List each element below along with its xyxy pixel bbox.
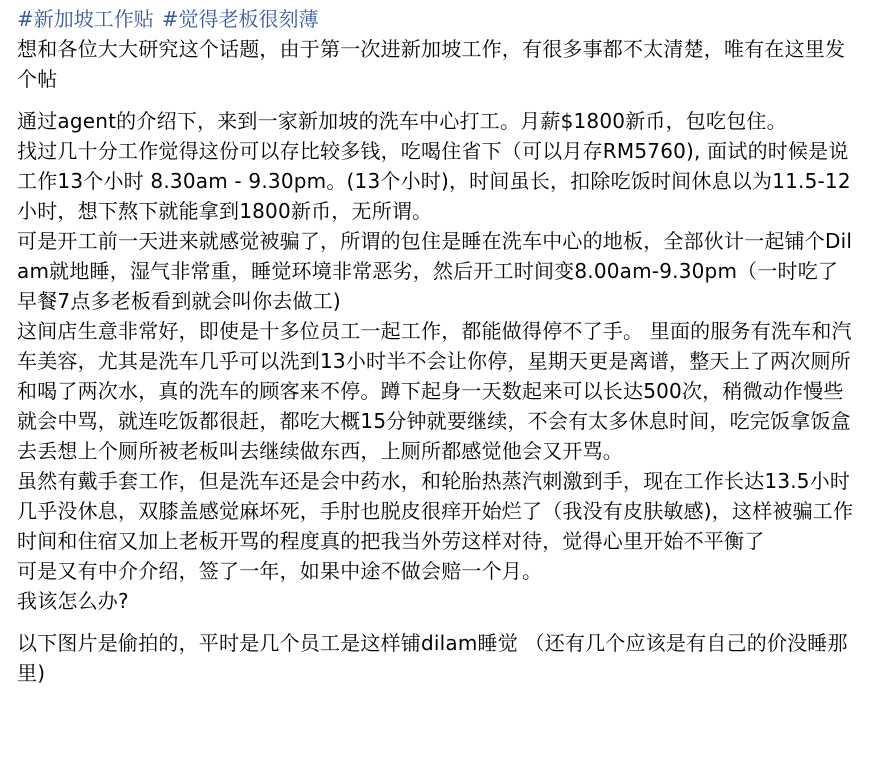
hashtag-singapore-work[interactable]: #新加坡工作贴 <box>17 7 154 31</box>
post-paragraph-deceived: 可是开工前一天进来就感觉被骗了，所谓的包住是睡在洗车中心的地板，全部伙计一起铺个Dilam就地睡，湿气非常重，睡觉环境非常恶劣，然后开工时间变8.00am-9.30pm（一时吃了早餐7点多老板看到就会叫你去做工) <box>17 229 853 313</box>
post-paragraph-injury: 虽然有戴手套工作，但是洗车还是会中药水，和轮胎热蒸汽刺激到手，现在工作长达13.5小时几乎没休息，双膝盖感觉麻坏死，手肘也脱皮很痒开始烂了（我没有皮肤敏感)，这样被骗工作时间和住宿又加上老板开骂的程度真的把我当外劳这样对待，觉得心里开始不平衡了 <box>17 469 854 553</box>
post-paragraph-photos: 以下图片是偷拍的，平时是几个员工是这样铺dilam睡觉 （还有几个应该是有自己的价没睡那里) <box>17 631 848 685</box>
hashtag-row <box>17 4 854 34</box>
hashtag-boss-harsh[interactable]: #觉得老板很刻薄 <box>161 7 319 31</box>
post-paragraph-intro: 想和各位大大研究这个话题，由于第一次进新加坡工作，有很多事都不太清楚，唯有在这里发个帖 <box>17 37 846 91</box>
post-paragraph-contract: 可是又有中介介绍，签了一年，如果中途不做会赔一个月。 <box>17 559 543 583</box>
post-paragraph-interview: 找过几十分工作觉得这份可以存比较多钱，吃喝住省下（可以月存RM5760), 面试的时候是说工作13个小时 8.30am - 9.30pm。(13个小时)，时间虽长，扣除吃饭时间休息以为11.5-12小时，想下熬下就能拿到1800新币，无所谓。 <box>17 139 851 223</box>
post-paragraph-question: 我该怎么办? <box>17 589 129 613</box>
post-paragraph-workload: 这间店生意非常好，即使是十多位员工一起工作，都能做得停不了手。 里面的服务有洗车和汽车美容，尤其是洗车几乎可以洗到13小时半不会让你停，星期天更是离谱，整天上了两次厕所和喝了两次水，真的洗车的顾客来不停。蹲下起身一天数起来可以长达500次，稍微动作慢些就会中骂，就连吃饭都很赶，都吃大概15分钟就要继续，不会有太多休息时间，吃完饭拿饭盒去丢想上个厕所被老板叫去继续做东西，上厕所都感觉他会又开骂。 <box>17 319 852 463</box>
post-paragraph-agent: 通过agent的介绍下，来到一家新加坡的洗车中心打工。月薪$1800新币，包吃包住。 <box>17 109 787 133</box>
